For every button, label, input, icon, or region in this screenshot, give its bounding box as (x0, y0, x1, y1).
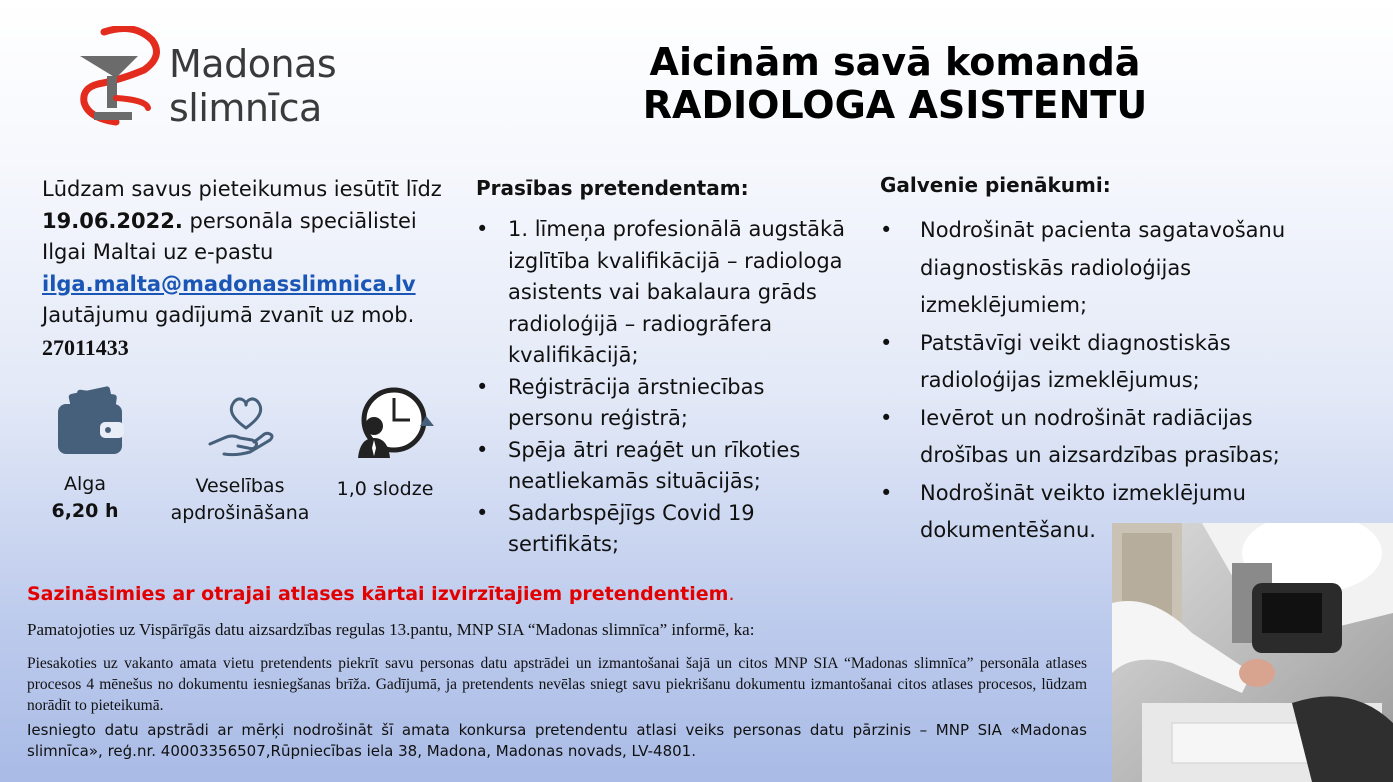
apply-line-3: Ilgai Maltai uz e-pastu (42, 240, 274, 264)
headline-line-2: RADIOLOGA ASISTENTU (642, 83, 1148, 127)
phone-number: 27011433 (42, 334, 129, 360)
benefit-salary-label: Alga (64, 473, 106, 495)
bullet: • (476, 437, 489, 462)
benefit-insurance-line-2: apdrošināšana (170, 502, 310, 524)
bullet: • (880, 218, 893, 242)
gdpr-controller: Iesniegto datu apstrādi ar mērķi nodrošināt šī amata konkursa pretendentu atlasi veiks personas datu pārzinis – MNP SIA «Madonas slimnīca», reģ.nr. 40003356507,Rūpniecības iela 38, Madona, Madonas novads, LV-4801. (27, 721, 1087, 760)
benefit-salary (40, 471, 130, 525)
apply-line-1: Lūdzam savus pieteikumus iesūtīt līdz (42, 177, 442, 201)
headline (560, 40, 1230, 126)
requirements-list (476, 214, 856, 561)
contact-note-text: Sazināsimies ar otrajai atlases kārtai izvirzītajiem pretendentiem (27, 583, 729, 605)
list-item (880, 400, 1310, 475)
list-item (476, 498, 856, 561)
requirement-text: Spēja ātri reaģēt un rīkoties neatliekamās situācijās; (508, 437, 801, 493)
benefit-workload-label: 1,0 slodze (336, 478, 434, 500)
duties-title: Galvenie pienākumi: (880, 173, 1111, 197)
wallet-icon (56, 386, 126, 456)
apply-line-2-rest: personāla speciālistei (182, 208, 417, 233)
logo-line-2: slimnīca (169, 86, 322, 130)
list-item (880, 212, 1310, 325)
requirement-text: Reģistrācija ārstniecības personu reģistrā; (508, 374, 765, 430)
list-item (476, 372, 856, 435)
requirement-text: 1. līmeņa profesionālā augstākā izglītība kvalifikācijā – radiologa asistents vai bakalaura grāds radioloģijā – radiogrāfera kvalifikācijā; (508, 217, 846, 367)
logo-line-1: Madonas (169, 42, 337, 86)
duty-text: Nodrošināt veikto izmeklējumu dokumentēšanu. (920, 480, 1246, 542)
benefit-workload (330, 476, 440, 503)
bullet: • (476, 500, 489, 525)
bullet: • (880, 480, 893, 505)
contact-note-dot: . (728, 583, 735, 605)
email-link[interactable]: ilga.malta@madonasslimnica.lv (42, 271, 416, 296)
heart-hand-icon (206, 394, 276, 460)
headline-line-1: Aicinām savā komandā (649, 40, 1141, 84)
contact-note (27, 583, 735, 605)
apply-line-5: Jautājumu gadījumā zvanīt uz mob. (42, 303, 415, 327)
radiology-photo (1112, 523, 1393, 782)
logo-mark-icon (76, 26, 166, 132)
bullet: • (880, 330, 893, 355)
bullet: • (880, 405, 893, 430)
bullet: • (476, 374, 489, 399)
duty-text: Nodrošināt pacienta sagatavošanu diagnostiskās radioloģijas izmeklējumiem; (920, 218, 1286, 317)
requirement-text: Sadarbspējīgs Covid 19 sertifikāts; (508, 500, 755, 556)
duties-list (880, 212, 1310, 550)
benefit-insurance-line-1: Veselības (195, 475, 285, 497)
duty-text: Patstāvīgi veikt diagnostiskās radioloģijas izmeklējumus; (920, 330, 1231, 392)
clock-person-icon (354, 386, 436, 460)
duty-text: Ievērot un nodrošināt radiācijas drošības un aizsardzības prasības; (920, 405, 1280, 467)
benefit-salary-value: 6,20 h (51, 500, 119, 522)
list-item (476, 214, 856, 372)
list-item (880, 325, 1310, 400)
hospital-logo (76, 26, 376, 132)
benefit-insurance (160, 473, 320, 527)
gdpr-intro: Pamatojoties uz Vispārīgās datu aizsardzības regulas 13.pantu, MNP SIA “Madonas slimnīca” informē, ka: (27, 620, 755, 639)
gdpr-consent: Piesakoties uz vakanto amata vietu pretendents piekrīt savu personas datu apstrādei un izmantošanai šajā un citos MNP SIA “Madonas slimnīca” personāla atlases procesos 4 mēnešus no dokumentu iesniegšanas brīža. Gadījumā, ja pretendents nevēlas sniegt savu piekrišanu dokumentu izmantošanai citos atlases procesos, lūdzam norādīt to pieteikumā. (27, 655, 1087, 714)
list-item (476, 435, 856, 498)
requirements-title: Prasības pretendentam: (476, 176, 749, 200)
application-info (42, 174, 462, 363)
bullet: • (476, 217, 489, 241)
x-ray-machine-image (1112, 523, 1393, 782)
deadline-date: 19.06.2022. (42, 208, 183, 233)
apply-line-2 (42, 206, 462, 238)
